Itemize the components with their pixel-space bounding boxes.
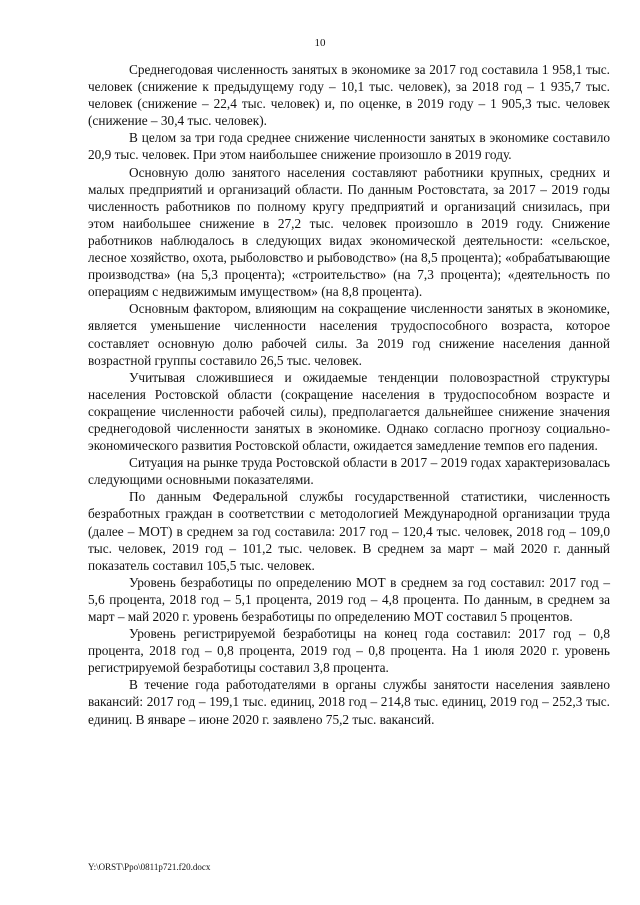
- paragraph-employment-figures: Среднегодовая численность занятых в экономике за 2017 год составила 1 958,1 тыс. человек (снижение к предыдущему году – 10,1 тыс. человек), за 2018 год – 1 935,7 тыс. человек (снижение – 22,4 тыс. человек) и, по оценке, в 2019 году – 1 905,3 тыс. человек (снижение – 30,4 тыс. человек).: [88, 62, 610, 129]
- paragraph-unemployment-rate: Уровень безработицы по определению МОТ в среднем за год составил: 2017 год – 5,6 процента, 2018 год – 5,1 процента, 2019 год – 4,8 процента. По данным, в среднем за март – май 2020 г. уровень безработицы по определению МОТ составил 5 процентов.: [88, 574, 610, 624]
- paragraph-enterprise-workers: Основную долю занятого населения составляют работники крупных, средних и малых предприятий и организаций области. По данным Ростовстата, за 2017 – 2019 годы численность работников по полному кругу предприятий и организаций снизилась, при этом наибольшее снижение в 27,2 тыс. человек произошло в 2019 году. Снижение работников наблюдалось в следующих видах экономической деятельности: «сельское, лесное хозяйство, охота, рыболовство и рыбоводство» (на 8,5 процента); «обрабатывающие производства» (на 5,3 процента); «строительство» (на 7,3 процента); «деятельность по операциям с недвижимым имуществом» (на 8,8 процента).: [88, 164, 610, 300]
- paragraph-vacancies: В течение года работодателями в органы службы занятости населения заявлено вакансий: 2017 год – 199,1 тыс. единиц, 2018 год – 214,8 тыс. единиц, 2019 год – 252,3 тыс. единиц. В январе – июне 2020 г. заявлено 75,2 тыс. вакансий.: [88, 677, 610, 727]
- footer-file-path: Y:\ORST\Ppo\0811p721.f20.docx: [88, 862, 211, 872]
- paragraph-main-factor: Основным фактором, влияющим на сокращение численности занятых в экономике, является уменьшение численности населения трудоспособного возраста, которое составляет основную долю рабочей силы. За 2019 год снижение населения данной возрастной группы составило 26,5 тыс. человек.: [88, 301, 610, 368]
- page-number: 10: [314, 37, 326, 49]
- paragraph-labor-market-intro: Ситуация на рынке труда Ростовской области в 2017 – 2019 годах характеризовалась следующими основными показателями.: [88, 455, 610, 488]
- paragraph-trends: Учитывая сложившиеся и ожидаемые тенденции половозрастной структуры населения Ростовской области (сокращение населения в трудоспособном возрасте и сокращение численности рабочей силы), предполагается дальнейшее снижение значения среднегодовой численности занятых в экономике. Однако согласно прогнозу социально-экономического развития Ростовской области, ожидается замедление темпов его падения.: [88, 369, 610, 454]
- paragraph-unemployed-count: По данным Федеральной службы государственной статистики, численность безработных граждан в соответствии с методологией Международной организации труда (далее – МОТ) в среднем за год составила: 2017 год – 120,4 тыс. человек, 2018 год – 109,0 тыс. человек, 2019 год – 101,2 тыс. человек. В среднем за март – май 2020 г. данный показатель составил 105,5 тыс. человек.: [88, 489, 610, 573]
- paragraph-average-decline: В целом за три года среднее снижение численности занятых в экономике составило 20,9 тыс. человек. При этом наибольшее снижение произошло в 2019 году.: [88, 130, 610, 163]
- document-body: [88, 61, 610, 728]
- paragraph-registered-unemployment: Уровень регистрируемой безработицы на конец года составил: 2017 год – 0,8 процента, 2018 год – 0,8 процента, 2019 год – 0,8 процента. На 1 июля 2020 г. уровень регистрируемой безработицы составил 3,8 процента.: [88, 626, 610, 676]
